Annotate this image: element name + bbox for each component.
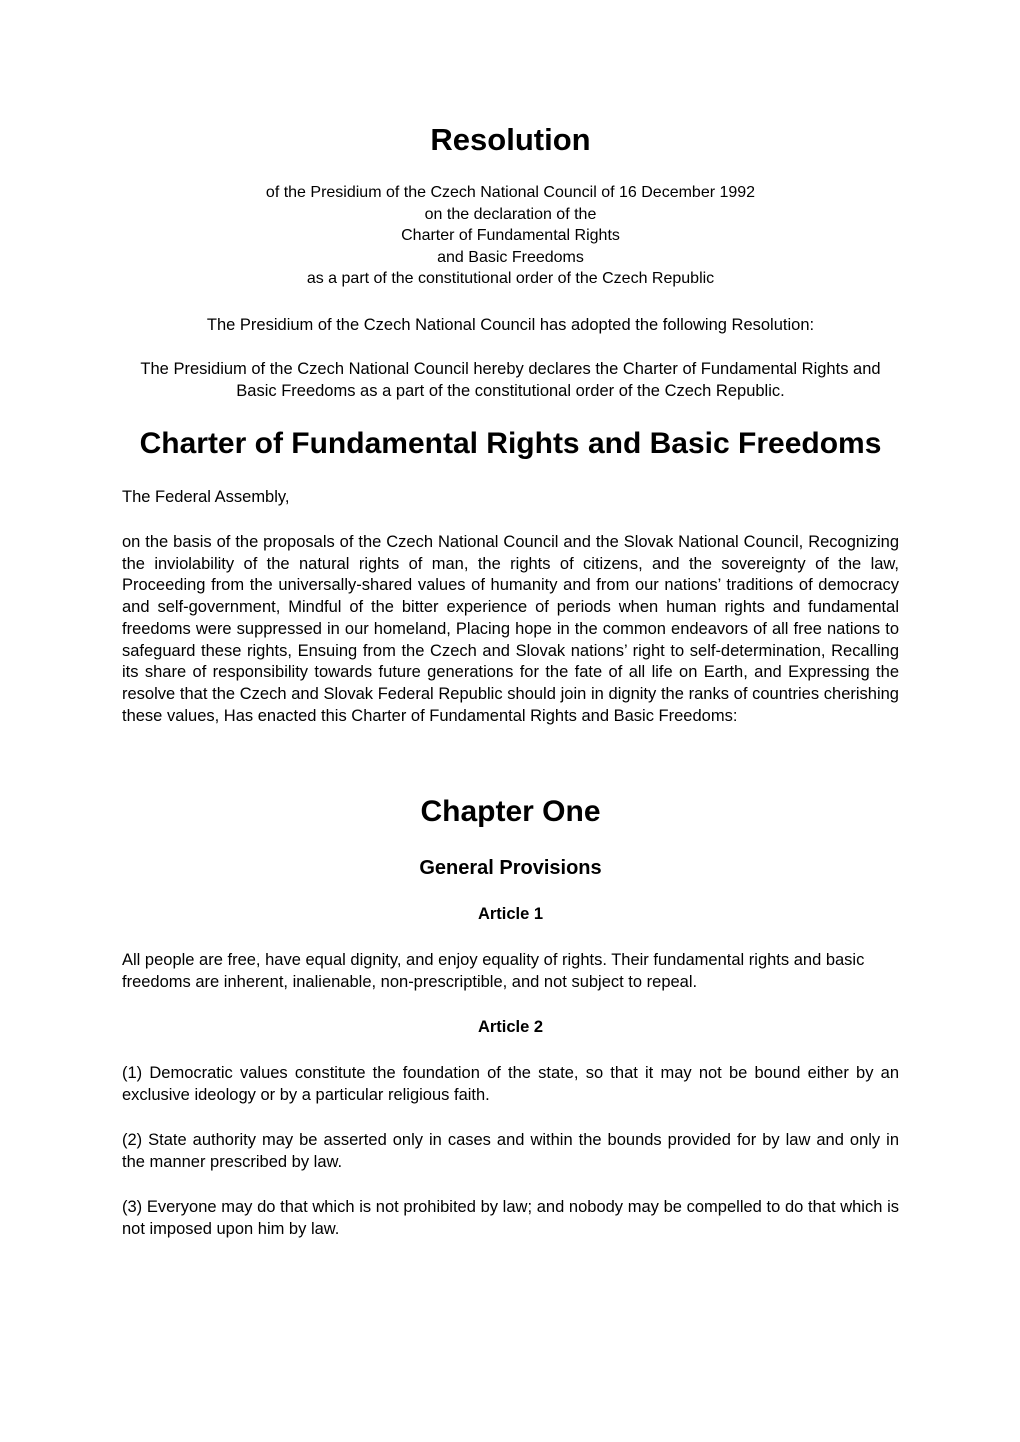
- chapter-title: Chapter One: [420, 795, 601, 828]
- subtitle-line: as a part of the constitutional order of the Czech Republic: [306, 270, 715, 288]
- article-2-title: Article 2: [477, 1018, 544, 1036]
- subtitle-line: and Basic Freedoms: [437, 248, 584, 266]
- article-1-title: Article 1: [477, 905, 544, 923]
- federal-assembly-text: The Federal Assembly,: [122, 488, 290, 506]
- article-2-paragraph-1: (1) Democratic values constitute the foundation of the state, so that it may not be bound either by an exclusive ideology or by a particular religious faith.: [122, 1064, 899, 1104]
- subtitle-line: Charter of Fundamental Rights: [401, 227, 620, 245]
- subtitle-line: on the declaration of the: [424, 205, 597, 223]
- section-title: General Provisions: [419, 857, 602, 879]
- charter-preamble: on the basis of the proposals of the Czech National Council and the Slovak National Council, Recognizing the inviolability of the natural rights of man, the rights of citizens, and the sovereignty of the law, Proceeding from the universally-shared values of humanity and from our nations’ traditions of democracy and self-government, Mindful of the bitter experience of periods when human rights and fundamental freedoms were suppressed in our homeland, Placing hope in the common endeavors of all free nations to safeguard these rights, Ensuing from the Czech and Slovak nations’ right to self-determination, Recalling its share of responsibility towards future generations for the fate of all life on Earth, and Expressing the resolve that the Czech and Slovak Federal Republic should join in dignity the ranks of countries cherishing these values, Has enacted this Charter of Fundamental Rights and Basic Freedoms:: [122, 533, 899, 725]
- article-2-paragraph-3: (3) Everyone may do that which is not prohibited by law; and nobody may be compelled to do that which is not imposed upon him by law.: [122, 1198, 899, 1238]
- resolution-declaration-text: The Presidium of the Czech National Council hereby declares the Charter of Fundamental Rights and Basic Freedoms as a part of the constitutional order of the Czech Republic.: [140, 360, 881, 400]
- article-2-paragraph-2: (2) State authority may be asserted only in cases and within the bounds provided for by law and only in the manner prescribed by law.: [122, 1131, 899, 1171]
- charter-title: Charter of Fundamental Rights and Basic Freedoms: [139, 427, 882, 460]
- article-1-text: All people are free, have equal dignity, and enjoy equality of rights. Their fundamental rights and basic freedoms are inherent, inalienable, non-prescriptible, and not subject to repeal.: [122, 951, 865, 991]
- resolution-title: Resolution: [430, 122, 591, 157]
- resolution-adopted-text: The Presidium of the Czech National Council has adopted the following Resolution:: [206, 316, 815, 334]
- resolution-subtitle: [122, 182, 899, 290]
- subtitle-line: of the Presidium of the Czech National Council of 16 December 1992: [265, 184, 756, 201]
